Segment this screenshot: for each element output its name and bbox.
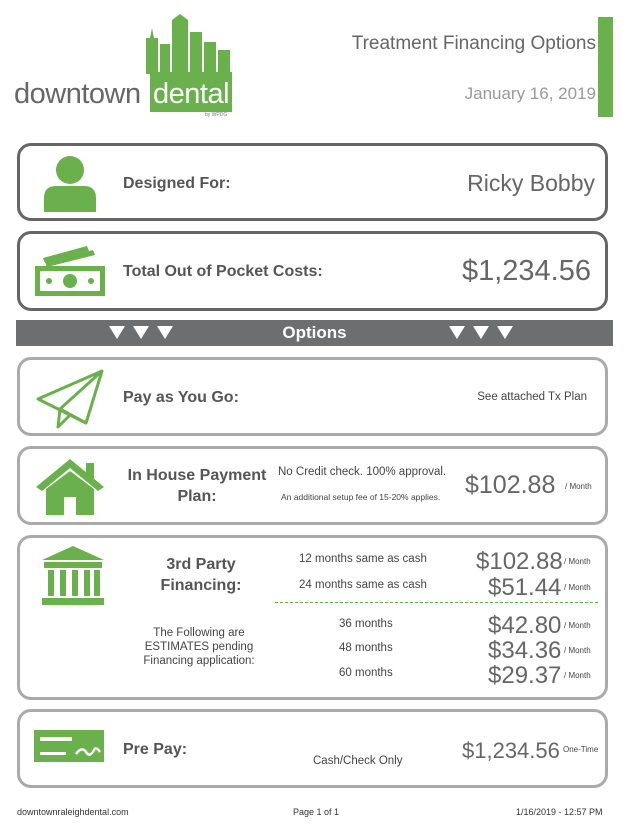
logo-wordmark-dental: dental — [153, 78, 230, 110]
total-cost-label: Total Out of Pocket Costs: — [123, 263, 323, 280]
triangle-down-icon — [497, 326, 513, 339]
check-icon — [32, 728, 106, 764]
pay-as-you-go-card — [17, 357, 608, 436]
designed-for-card — [17, 143, 608, 221]
financing-term-36: 36 months — [339, 618, 393, 630]
in-house-plan-label: In House Payment Plan: — [127, 467, 267, 505]
financing-term-48: 48 months — [339, 642, 393, 654]
in-house-amount: $102.88 — [465, 471, 556, 499]
money-icon — [33, 244, 107, 296]
financing-term-60: 60 months — [339, 667, 393, 679]
financing-term-12: 12 months same as cash — [299, 553, 427, 565]
financing-amount-36: $42.80 — [488, 612, 562, 639]
financing-amount-48: $34.36 — [488, 637, 562, 664]
financing-per-48: / Month — [564, 646, 591, 655]
in-house-line-2: An additional setup fee of 15-20% applies. — [281, 492, 441, 502]
pre-pay-note: Cash/Check Only — [313, 755, 403, 767]
financing-amount-12: $102.88 — [476, 548, 563, 575]
logo-wordmark-downtown: downtown — [14, 78, 141, 110]
footer-page-number: Page 1 of 1 — [293, 807, 340, 817]
in-house-line-1: No Credit check. 100% approval. — [278, 466, 447, 478]
skyline-icon — [138, 14, 234, 74]
patient-name: Ricky Bobby — [467, 170, 595, 196]
financing-per-24: / Month — [564, 583, 591, 592]
financing-per-12: / Month — [564, 557, 591, 566]
total-cost-amount: $1,234.56 — [461, 255, 591, 287]
house-icon — [34, 457, 106, 517]
third-party-financing-card — [17, 535, 608, 700]
financing-per-60: / Month — [564, 671, 591, 680]
third-party-label: 3rd Party Financing: — [160, 556, 242, 594]
in-house-plan-card — [17, 446, 608, 525]
document-title: Treatment Financing Options — [351, 33, 596, 54]
person-icon — [42, 154, 98, 212]
logo-wordmark-dental-box — [150, 72, 232, 112]
triangle-down-icon — [473, 326, 489, 339]
pre-pay-amount: $1,234.56 — [462, 738, 560, 763]
financing-term-24: 24 months same as cash — [299, 579, 427, 591]
paper-plane-icon — [36, 369, 106, 429]
footer-timestamp: 1/16/2019 - 12:57 PM — [516, 807, 603, 817]
total-cost-card — [17, 231, 608, 311]
estimate-note: The Following are ESTIMATES pending Financing application: — [143, 627, 255, 667]
pre-pay-label: Pre Pay: — [123, 741, 188, 758]
pre-pay-card — [17, 709, 608, 788]
bank-icon — [40, 544, 106, 606]
options-banner-label: Options — [282, 323, 347, 342]
logo-byline: by WPDG — [205, 112, 228, 118]
pay-as-you-go-label: Pay as You Go: — [123, 389, 239, 406]
financing-amount-24: $51.44 — [488, 574, 562, 601]
document-date: January 16, 2019 — [464, 84, 596, 103]
financing-amount-60: $29.37 — [488, 662, 562, 689]
financing-per-36: / Month — [564, 621, 591, 630]
header-accent-bar — [598, 17, 613, 117]
pay-as-you-go-note: See attached Tx Plan — [477, 391, 587, 403]
options-banner — [16, 320, 613, 346]
triangle-down-icon — [449, 326, 465, 339]
in-house-per: / Month — [565, 482, 592, 491]
footer-website: downtownraleighdental.com — [17, 807, 129, 817]
designed-for-label: Designed For: — [123, 175, 231, 192]
pre-pay-per: One-Time — [563, 745, 599, 754]
financing-divider — [275, 602, 598, 603]
